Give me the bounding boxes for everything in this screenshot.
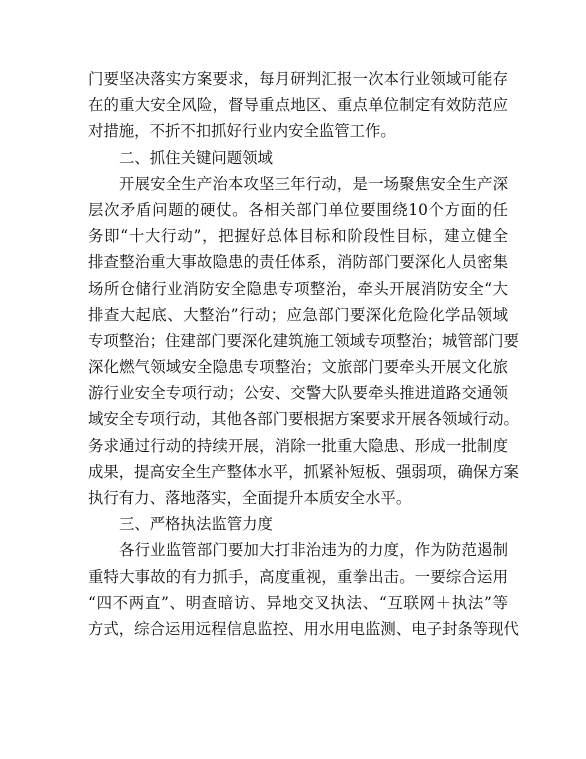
text-line: 门要坚决落实方案要求，每月研判汇报一次本行业领域可能存 xyxy=(88,70,508,88)
text-line: 执行有力、落地落实，全面提升本质安全水平。 xyxy=(88,489,412,507)
text-line: “四不两直”、明查暗访、异地交叉执法、“互联网＋执法”等 xyxy=(88,593,508,612)
text-line: 场所仓储行业消防安全隐患专项整治，牵头开展消防安全“大 xyxy=(88,279,508,298)
text-line: 开展安全生产治本攻坚三年行动，是一场聚焦安全生产深 xyxy=(119,174,508,193)
text-line: 各行业监管部门要加大打非治违为的力度，作为防范遏制 xyxy=(119,541,508,560)
text-line: 务即“十大行动”，把握好总体目标和阶段性目标，建立健全 xyxy=(88,227,508,246)
text-line: 方式，综合运用远程信息监控、用水用电监测、电子封条等现代 xyxy=(88,619,519,638)
text-line: 务求通过行动的持续开展，消除一批重大隐患、形成一批制度 xyxy=(88,436,508,455)
text-line: 层次矛盾问题的硬仗。各相关部门单位要围绕10个方面的任 xyxy=(88,200,508,219)
document-body xyxy=(88,66,519,642)
text-line: 在的重大安全风险，督导重点地区、重点单位制定有效防范应 xyxy=(88,96,508,115)
text-line: 游行业安全专项行动；公安、交警大队要牵头推进道路交通领 xyxy=(88,384,508,403)
text-line: 成果，提高安全生产整体水平，抓紧补短板、强弱项，确保方案 xyxy=(88,462,519,481)
text-line: 深化燃气领域安全隐患专项整治；文旅部门要牵头开展文化旅 xyxy=(88,358,508,377)
section-heading: 二、抓住关键问题领域 xyxy=(119,148,273,167)
text-line: 域安全专项行动，其他各部门要根据方案要求开展各领域行动。 xyxy=(88,410,519,429)
section-heading: 三、严格执法监管力度 xyxy=(119,515,273,534)
text-line: 重特大事故的有力抓手，高度重视，重拳出击。一要综合运用 xyxy=(88,567,508,586)
text-line: 对措施，不折不扣抓好行业内安全监管工作。 xyxy=(88,122,396,141)
text-line: 专项整治；住建部门要深化建筑施工领域专项整治；城管部门要 xyxy=(88,331,519,350)
text-line: 排查大起底、大整治”行动；应急部门要深化危险化学品领域 xyxy=(88,305,508,324)
text-line: 排查整治重大事故隐患的责任体系，消防部门要深化人员密集 xyxy=(88,253,508,272)
